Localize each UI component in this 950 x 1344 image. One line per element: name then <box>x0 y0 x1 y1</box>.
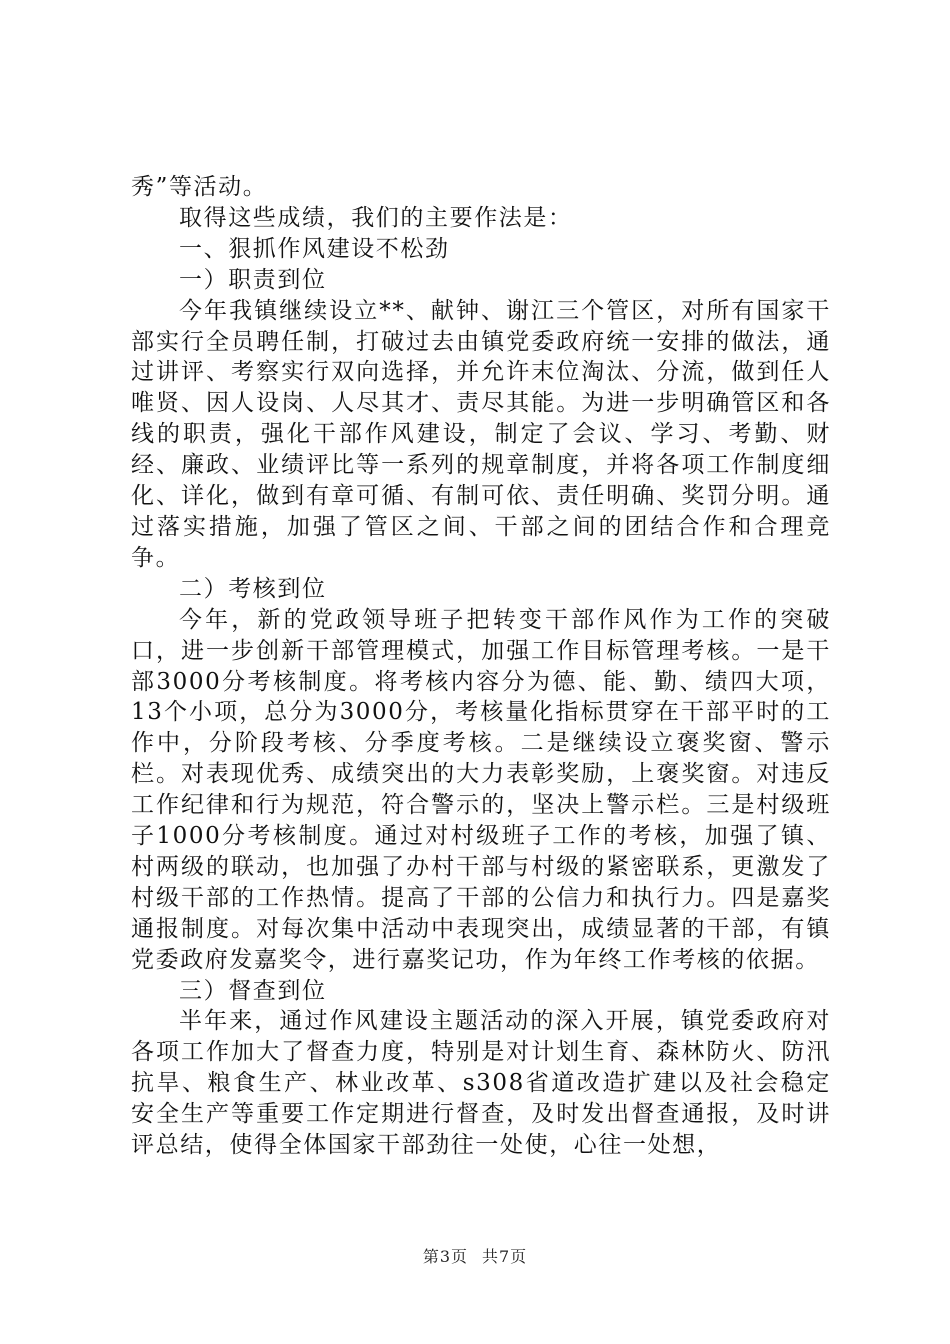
subsection-heading-2: 二）考核到位 <box>179 575 327 602</box>
paragraph-2: 取得这些成绩，我们的主要作法是： <box>179 204 573 231</box>
subsection-heading-1: 一）职责到位 <box>179 266 327 293</box>
document-body <box>131 172 831 1161</box>
page-number: 第3页 <box>422 1247 468 1266</box>
section-heading-1: 一、狠抓作风建设不松劲 <box>179 235 450 262</box>
subsection-heading-3: 三）督查到位 <box>179 977 327 1004</box>
paragraph-supervision: 半年来，通过作风建设主题活动的深入开展，镇党委政府对各项工作加大了督查力度，特别是对计划生育、森林防火、防汛抗旱、粮食生产、林业改革、s308省道改造扩建以及社会稳定安全生产等重要工作定期进行督查，及时发出督查通报，及时讲评总结，使得全体国家干部劲往一处使，心往一处想， <box>131 1008 831 1159</box>
paragraph-1: 秀”等活动。 <box>131 174 268 200</box>
page-total: 共7页 <box>482 1247 528 1266</box>
paragraph-responsibility: 今年我镇继续设立**、献钟、谢江三个管区，对所有国家干部实行全员聘任制，打破过去由镇党委政府统一安排的做法，通过讲评、考察实行双向选择，并允许末位淘汰、分流，做到任人唯贤、因人设岗、人尽其才、责尽其能。为进一步明确管区和各线的职责，强化干部作风建设，制定了会议、学习、考勤、财经、廉政、业绩评比等一系列的规章制度，并将各项工作制度细化、详化，做到有章可循、有制可依、责任明确、奖罚分明。通过落实措施，加强了管区之间、干部之间的团结合作和合理竞争。 <box>131 297 831 571</box>
page-footer <box>0 1244 950 1267</box>
paragraph-assessment: 今年，新的党政领导班子把转变干部作风作为工作的突破口，进一步创新干部管理模式，加强工作目标管理考核。一是干部3000分考核制度。将考核内容分为德、能、勤、绩四大项，13个小项，总分为3000分，考核量化指标贯穿在干部平时的工作中，分阶段考核、分季度考核。二是继续设立褒奖窗、警示栏。对表现优秀、成绩突出的大力表彰奖励，上褒奖窗。对违反工作纪律和行为规范，符合警示的，坚决上警示栏。三是村级班子1000分考核制度。通过对村级班子工作的考核，加强了镇、村两级的联动，也加强了办村干部与村级的紧密联系，更激发了村级干部的工作热情。提高了干部的公信力和执行力。四是嘉奖通报制度。对每次集中活动中表现突出，成绩显著的干部，有镇党委政府发嘉奖令，进行嘉奖记功，作为年终工作考核的依据。 <box>131 606 831 973</box>
